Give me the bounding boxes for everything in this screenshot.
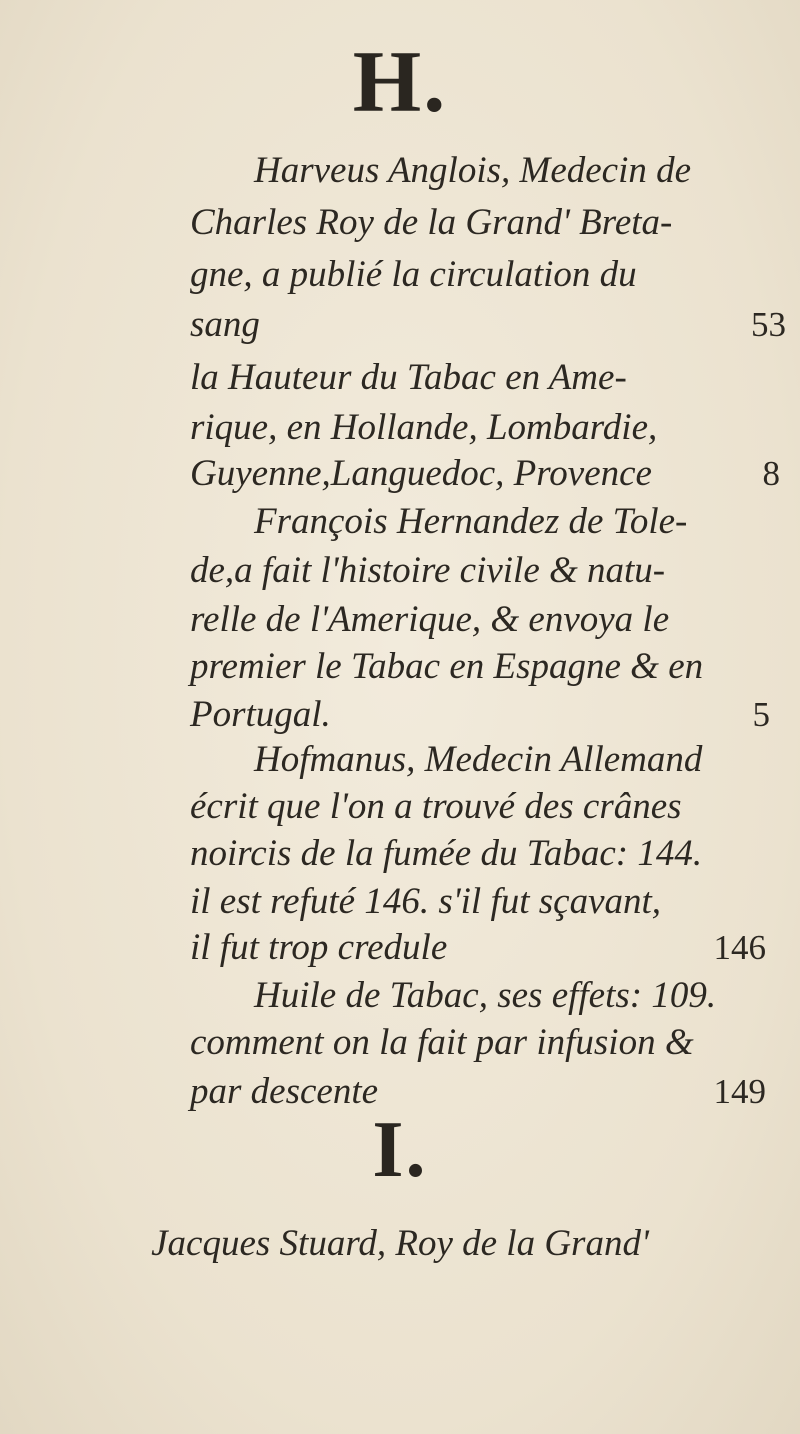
index-entry-line: la Hauteur du Tabac en Ame- (190, 357, 627, 398)
index-entry-line: il est refuté 146. s'il fut sçavant, (190, 881, 662, 922)
page-reference: 8 (762, 454, 780, 493)
page-reference: 146 (713, 928, 766, 967)
index-entry-line: Charles Roy de la Grand' Breta- (190, 202, 673, 243)
page-reference: 53 (751, 305, 786, 344)
page-reference: 5 (752, 695, 770, 734)
index-entry-line: Huile de Tabac, ses effets: 109. (254, 975, 717, 1016)
index-entry-line: sang (190, 304, 260, 345)
index-entry-line: relle de l'Amerique, & envoya le (190, 599, 670, 640)
index-entry-line: Harveus Anglois, Medecin de (254, 150, 692, 191)
page-reference: 149 (713, 1072, 766, 1111)
index-entry-line: Hofmanus, Medecin Allemand (254, 739, 703, 780)
index-entry-line: premier le Tabac en Espagne & en (190, 646, 704, 687)
index-entry-line: écrit que l'on a trouvé des crânes (190, 786, 682, 827)
section-heading-h: H. (352, 34, 448, 131)
index-entry-line: gne, a publié la circulation du (190, 254, 637, 295)
index-entry-line: Jacques Stuard, Roy de la Grand' (151, 1223, 649, 1264)
index-entry-line: François Hernandez de Tole- (254, 501, 688, 542)
index-entry-line: comment on la fait par infusion & (190, 1022, 694, 1063)
index-entry-line: il fut trop credule (190, 927, 448, 968)
index-entry-line: Guyenne,Languedoc, Provence (190, 453, 652, 494)
index-entry-line: noircis de la fumée du Tabac: 144. (190, 833, 703, 874)
section-heading-i: I. (372, 1106, 428, 1194)
index-entry-line: par descente (190, 1071, 379, 1112)
index-entry-line: Portugal. (190, 694, 331, 735)
index-entry-line: rique, en Hollande, Lombardie, (190, 407, 658, 448)
index-entry-line: de,a fait l'histoire civile & natu- (190, 550, 666, 591)
